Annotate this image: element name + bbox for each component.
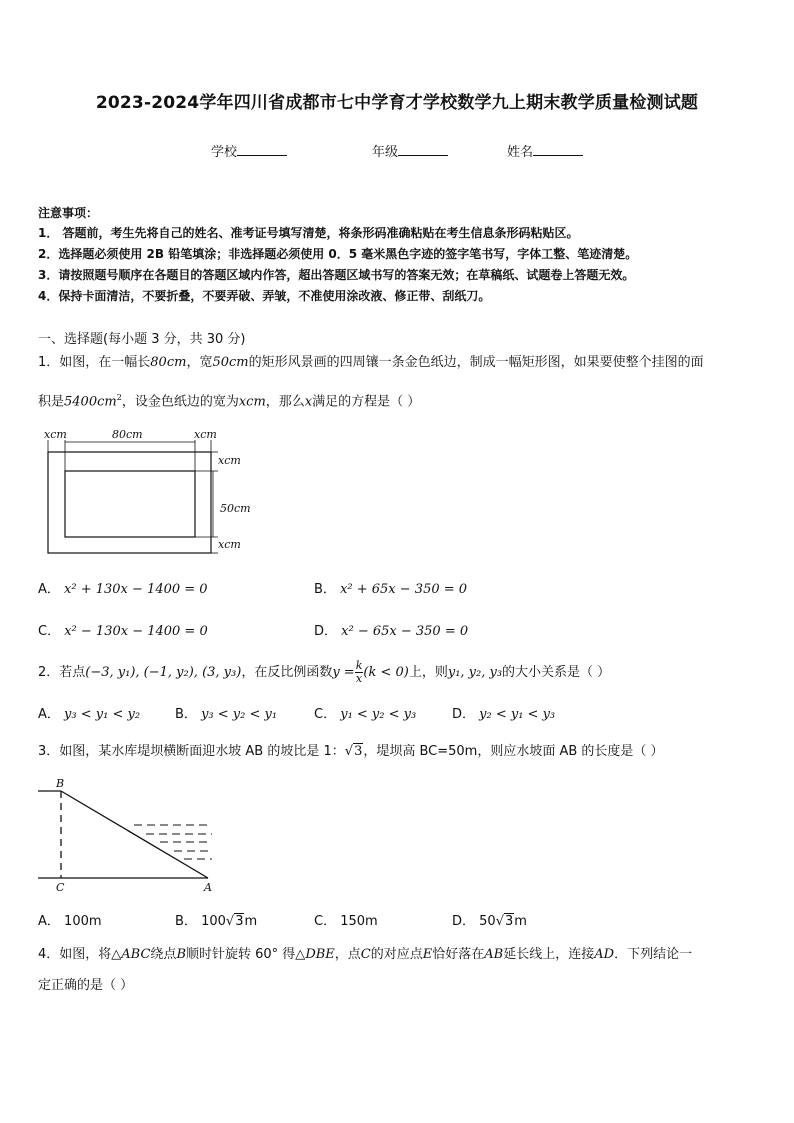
label-a: A (204, 881, 212, 894)
school-field (211, 141, 287, 160)
grade-blank[interactable] (398, 143, 448, 156)
q3-dam-figure (34, 774, 234, 896)
name-blank[interactable] (533, 143, 583, 156)
q3-option-b[interactable]: B． 100√3m (175, 914, 258, 929)
school-blank[interactable] (237, 143, 287, 156)
q2-cond: (k < 0) (363, 665, 409, 680)
school-label: 学校 (211, 145, 238, 160)
note-item: 4．保持卡面清洁，不要折叠，不要弄破、弄皱，不准使用涂改液、修正带、刮纸刀。 (38, 289, 491, 303)
inner-picture (65, 471, 195, 537)
q3-line1: 3．如图，某水库堤坝横断面迎水坡 AB 的坡比是 1：√3，堤坝高 BC=50m，则应水坡面 AB 的长度是（ ） (38, 744, 664, 759)
label-x-right: xcm (194, 428, 217, 441)
q1-text: 积是 (38, 394, 65, 410)
q3-text: ，堤坝高 BC=50m，则应水坡面 AB 的长度是（ ） (363, 744, 664, 759)
notes-heading: 注意事项： (38, 206, 99, 220)
q2-option-c[interactable]: C． y₁ < y₂ < y₃ (314, 707, 417, 722)
q2-option-d[interactable]: D． y₂ < y₁ < y₃ (452, 707, 556, 722)
outer-frame (48, 452, 211, 553)
q1-text: ，那么 (265, 394, 305, 410)
q1-line1 (38, 354, 704, 372)
grade-label: 年级 (372, 145, 399, 160)
section-heading: 一、选择题(每小题 3 分，共 30 分) (38, 332, 246, 347)
q1-area: 5400cm (64, 394, 117, 410)
q2-text: 的大小关系是（ ） (502, 665, 611, 680)
q3-option-d[interactable]: D． 50√3m (452, 914, 527, 929)
q1-option-b[interactable]: B． x² + 65x − 350 = 0 (314, 582, 468, 597)
q2-option-a[interactable]: A． y₃ < y₁ < y₂ (38, 707, 141, 722)
note-item: 3．请按照题号顺序在各题目的答题区域内作答，超出答题区域书写的答案无效；在草稿纸、试题卷上答题无效。 (38, 268, 635, 282)
q4-line2: 定正确的是（ ） (38, 978, 134, 993)
q1-text: ，设金色纸边的宽为 (121, 394, 239, 410)
label-x-right-bottom: xcm (218, 538, 241, 551)
q1-text: ，宽 (186, 355, 213, 370)
q1-text: 满足的方程是（ ） (312, 394, 421, 410)
q3-option-c[interactable]: C． 150m (314, 914, 378, 929)
label-c: C (56, 881, 65, 894)
q2-text: 上，则 (408, 665, 448, 680)
q2-points: (−3, y₁), (−1, y₂), (3, y₃) (85, 665, 242, 680)
q2-vars: y₁, y₂, y₃ (447, 665, 503, 680)
q1-text: 1．如图，在一幅长 (38, 355, 151, 370)
name-field (507, 141, 583, 160)
q1-line2: 积是$5400cm^2$，设金色纸边的宽为xcm，那么x满足的方程是（ ） (38, 393, 421, 410)
label-x-left: xcm (44, 428, 67, 441)
q2-text: 2．若点 (38, 665, 86, 680)
q1-option-d[interactable]: D． x² − 65x − 350 = 0 (314, 624, 469, 639)
q1-length: 80cm (150, 355, 187, 370)
q3-text: 3．如图，某水库堤坝横断面迎水坡 AB 的坡比是 1： (38, 744, 345, 759)
q2-option-b[interactable]: B． y₃ < y₂ < y₁ (175, 707, 278, 722)
q1-x: xcm (238, 394, 266, 410)
q2-fraction: $\frac{k}{x}$ (355, 659, 363, 685)
q2-text: ，在反比例函数 (241, 665, 333, 680)
q4-line1: 4．如图，将△ABC绕点B顺时针旋转 60° 得△DBE，点C的对应点E恰好落在AB延长线上，连接AD．下列结论一 (38, 947, 693, 962)
note-item: 2．选择题必须使用 2B 铅笔填涂；非选择题必须使用 0．5 毫米黑色字迹的签字笔书写，字体工整、笔迹清楚。 (38, 247, 638, 261)
name-label: 姓名 (507, 145, 534, 160)
q2-line1 (38, 660, 610, 685)
note-item: 1． 答题前，考生先将自己的姓名、准考证号填写清楚，将条形码准确粘贴在考生信息条形码粘贴区。 (38, 226, 579, 240)
label-x-right-top: xcm (218, 454, 241, 467)
q1-text: 的矩形风景画的四周镶一条金色纸边，制成一幅矩形图，如果要使整个挂图的面 (248, 355, 704, 370)
q1-frame-figure (40, 424, 270, 560)
q1-option-a[interactable]: A． x² + 130x − 1400 = 0 (38, 582, 208, 597)
label-80cm: 80cm (112, 428, 143, 441)
grade-field (372, 141, 448, 160)
q1-option-c[interactable]: C． x² − 130x − 1400 = 0 (38, 624, 208, 639)
q1-xvar: x (304, 394, 313, 410)
q3-option-a[interactable]: A． 100m (38, 914, 102, 929)
label-b: B (56, 777, 65, 790)
q2-fn: y = (332, 665, 355, 680)
q3-sqrt: 3 (354, 744, 363, 759)
page-title: 2023-2024学年四川省成都市七中学育才学校数学九上期末教学质量检测试题 (95, 93, 699, 113)
label-50cm: 50cm (220, 502, 251, 515)
q1-width: 50cm (212, 355, 249, 370)
